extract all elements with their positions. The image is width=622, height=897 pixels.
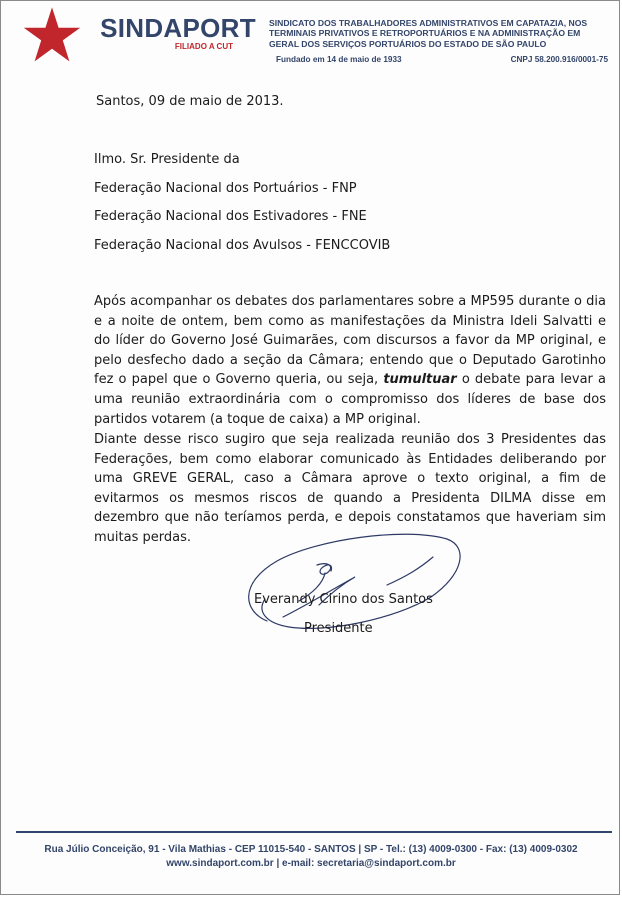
body-paragraph (94, 292, 606, 429)
recipient: Federação Nacional dos Avulsos - FENCCOVIB (94, 238, 391, 253)
org-line: TERMINAIS PRIVATIVOS E RETROPORTUÁRIOS E NA ADMINISTRAÇÃO EM (269, 28, 581, 39)
footer-contact: www.sindaport.com.br | e-mail: secretaria@sindaport.com.br (166, 858, 456, 869)
paragraph-text: o debate para levar a uma reunião extraordinária com o compromisso dos líderes de base dos partidos votarem (a toque de caixa) a MP original. (94, 372, 606, 427)
footer-address: Rua Júlio Conceição, 91 - Vila Mathias - CEP 11015-540 - SANTOS | SP - Tel.: (13) 4009-0300 - Fax: (13) 4009-0302 (44, 844, 578, 855)
star-icon (21, 5, 83, 65)
recipient: Federação Nacional dos Estivadores - FNE (94, 209, 367, 224)
brand-logo (97, 15, 259, 51)
emphasized-word: tumultuar (383, 372, 457, 388)
brand-name: SINDAPORT (100, 13, 256, 43)
org-line: GERAL DOS SERVIÇOS PORTUÁRIOS DO ESTADO DE SÃO PAULO (269, 38, 547, 49)
footer (1, 843, 621, 871)
signer-name: Everandy Cirino dos Santos (254, 592, 433, 607)
recipient: Federação Nacional dos Portuários - FNP (94, 181, 357, 196)
salutation: Ilmo. Sr. Presidente da (94, 152, 240, 167)
organization-meta (276, 55, 608, 64)
organization-name (269, 18, 609, 49)
paragraph-text: Após acompanhar os debates dos parlamentares sobre a MP595 durante o dia e a noite de ontem, bem como as manifestações da Ministra Ideli Salvatti e do líder do Governo José Guimarães, com discursos a favor da MP original, e pelo desfecho dado a seção da Câmara; entendo que o Deputado Garotinho fez o papel que o Governo queria, ou seja, (94, 294, 606, 388)
org-line: SINDICATO DOS TRABALHADORES ADMINISTRATIVOS EM CAPATAZIA, NOS (269, 18, 588, 28)
letter-date: Santos, 09 de maio de 2013. (96, 94, 284, 109)
paragraph-text: Diante desse risco sugiro que seja realizada reunião dos 3 Presidentes das Federações, bem como elaborar comunicado às Entidades deliberando por uma GREVE GERAL, caso a Câmara aprove o texto original, a fim de evitarmos os mesmos riscos de quando a Presidenta DILMA disse em dezembro que não teríamos perda, e depois constatamos que haveriam sim muitas perdas. (94, 432, 606, 545)
footer-divider (16, 831, 612, 833)
founded-date: Fundado em 14 de maio de 1933 (276, 55, 402, 64)
cnpj: CNPJ 58.200.916/0001-75 (510, 55, 608, 64)
brand-affiliation: FILIADO A CUT (174, 42, 233, 51)
signer-title: Presidente (304, 621, 373, 636)
